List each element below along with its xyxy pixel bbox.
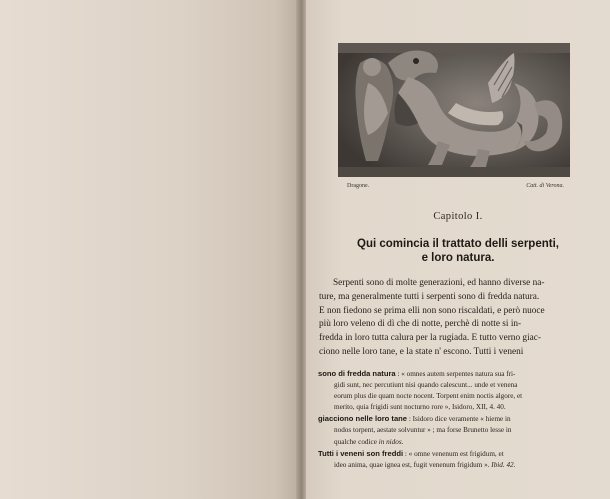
note-line (318, 448, 594, 460)
chapter-title (306, 237, 610, 265)
note-text: gidi sunt, nec percutiunt nisi quando calescunt... unde et venena (334, 381, 518, 390)
note-line (318, 437, 594, 448)
body-line: ciono nelle loro tane, e la state n' escono. Tutti i veneni (319, 346, 524, 357)
note-line (318, 368, 594, 380)
dragon-relief-photo (338, 43, 570, 177)
chapter-label: Capitolo I. (433, 211, 483, 222)
body-line: E non fiedono se prima elli non sono riscaldati, e però nuoce (319, 305, 545, 316)
body-line: fredda in loro tutta calura per la rugiada. E tutto verno giac- (319, 333, 541, 344)
note-text: eorum plus die quam nocte nocent. Torpent enim noctis algore, et (334, 392, 523, 401)
plate-caption-left: Dragone. (347, 183, 370, 189)
note-headword: Tutti i veneni son freddi (318, 448, 404, 458)
body-text (319, 277, 573, 360)
note-text: merito, quia frigidi sunt nocturno rore », Isidoro, XII, 4. 40. (334, 403, 506, 412)
note-headword: sono di fredda natura (318, 369, 396, 378)
note-line (318, 460, 594, 471)
note-headword: giacciono nelle loro tane (318, 414, 408, 424)
note-text: qualche codice (334, 437, 379, 446)
note-line (318, 413, 594, 425)
note-text: : Isidoro dice veramente « hieme in (408, 415, 511, 424)
note-text: nodos torpent, aestate solvuntur » ; ma forse Brunetto lesse in (334, 426, 512, 435)
body-line: ture, ma generalmente tutti i serpenti sono di fredda natura. (319, 291, 540, 302)
note-line (318, 402, 594, 413)
footnotes (318, 368, 594, 471)
note-italic: Ibid. 42. (491, 460, 516, 469)
plate-caption-right: Catt. di Verona. (526, 183, 564, 189)
note-text: : « omne venenum est frigidum, et (404, 449, 504, 458)
note-text: : « omnes autem serpentes natura sua fri- (397, 370, 516, 378)
note-text: ideo anima, quae ignea est, fugit venenum frigidum ». (334, 460, 492, 469)
body-line: più loro veleno di dì che di notte, perchè di notte si in- (319, 319, 522, 330)
note-line (318, 391, 594, 402)
note-line (318, 425, 594, 436)
dragon-relief-image (338, 43, 570, 177)
chapter-title-line-2: e loro natura. (421, 252, 495, 264)
chapter-title-line-1: Qui comincia il trattato delli serpenti, (357, 238, 559, 250)
note-italic: in nidos. (378, 437, 404, 446)
left-page-blank (0, 0, 300, 499)
note-line (318, 380, 594, 391)
body-line: Serpenti sono di molte generazioni, ed hanno diverse na- (333, 278, 545, 288)
